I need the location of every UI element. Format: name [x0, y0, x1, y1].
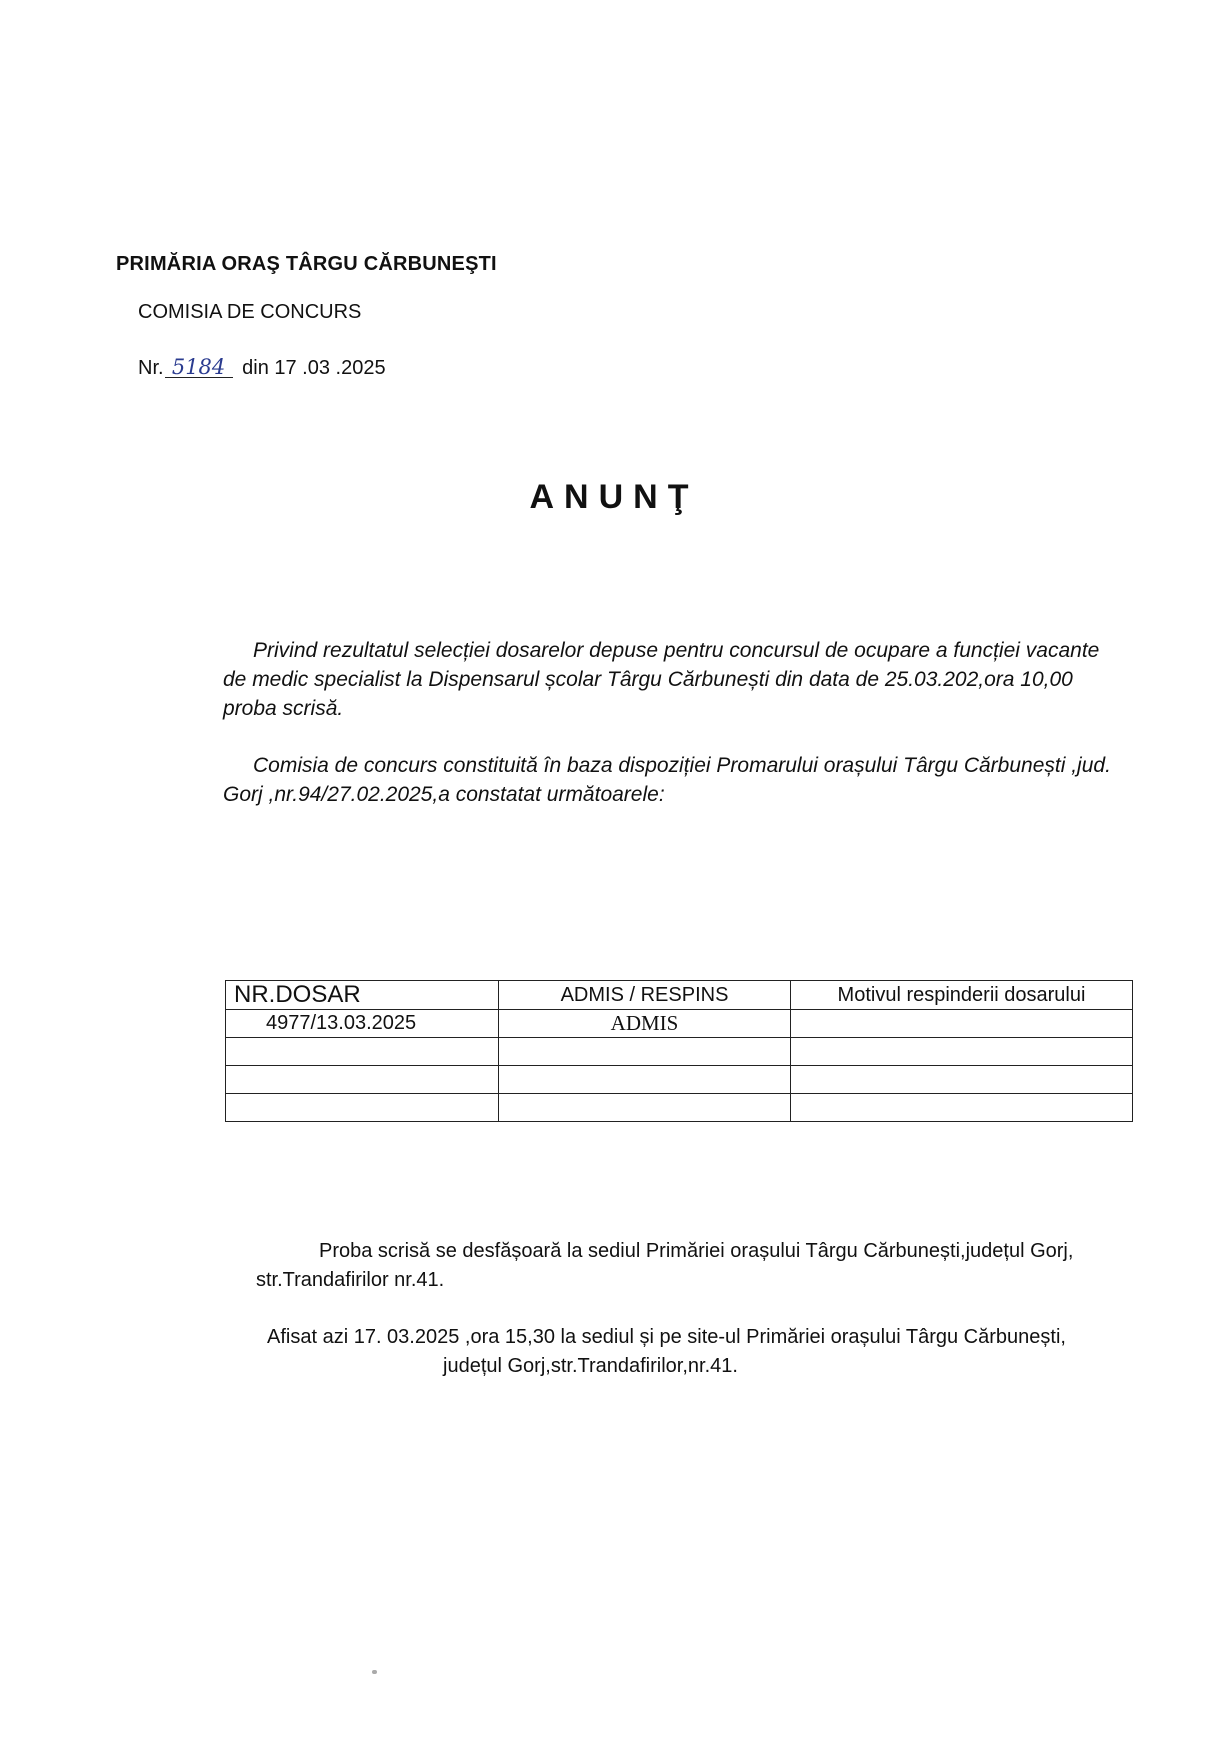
registration-line [138, 357, 386, 380]
cell-nr-dosar: 4977/13.03.2025 [226, 1010, 499, 1038]
registration-number-handwritten: 5184 [165, 357, 233, 378]
header-nr-dosar: NR.DOSAR [226, 981, 499, 1010]
registration-date: din 17 .03 .2025 [242, 357, 386, 379]
table-row [226, 1010, 1133, 1038]
registration-prefix: Nr. [138, 357, 164, 379]
footer-posted-line-2: județul Gorj,str.Trandafirilor,nr.41. [443, 1355, 738, 1377]
footer-venue-line-2: str.Trandafirilor nr.41. [256, 1269, 445, 1291]
scan-speck [372, 1670, 377, 1674]
paragraph-1-line-1: Privind rezultatul selecției dosarelor depuse pentru concursul de ocupare a funcției vacante [253, 639, 1100, 662]
cell-status [499, 1066, 791, 1094]
table-row [226, 1094, 1133, 1122]
header-motivul: Motivul respinderii dosarului [791, 981, 1133, 1010]
cell-nr-dosar [226, 1094, 499, 1122]
paragraph-1-line-3: proba scrisă. [223, 697, 344, 720]
cell-reason [791, 1010, 1133, 1038]
paragraph-2-line-1: Comisia de concurs constituită în baza dispoziției Promarului orașului Târgu Cărbunești ,jud. [253, 754, 1111, 777]
document-title: ANUNŢ [529, 478, 699, 516]
paragraph-2-line-2: Gorj ,nr.94/27.02.2025,a constatat următoarele: [223, 783, 665, 806]
paragraph-1-line-2: de medic specialist la Dispensarul școlar Târgu Cărbunești din data de 25.03.202,ora 10,00 [223, 668, 1073, 691]
cell-status: ADMIS [499, 1010, 791, 1038]
institution-name: PRIMĂRIA ORAŞ TÂRGU CĂRBUNEŞTI [116, 253, 497, 275]
cell-nr-dosar [226, 1038, 499, 1066]
commission-name: COMISIA DE CONCURS [138, 301, 362, 323]
table-row [226, 1066, 1133, 1094]
results-table [225, 980, 1133, 1122]
table-header-row [226, 981, 1133, 1010]
footer-posted-line-1: Afisat azi 17. 03.2025 ,ora 15,30 la sediul și pe site-ul Primăriei orașului Târgu Cărbunești, [267, 1326, 1066, 1348]
cell-reason [791, 1094, 1133, 1122]
cell-reason [791, 1038, 1133, 1066]
header-admis-respins: ADMIS / RESPINS [499, 981, 791, 1010]
cell-status [499, 1038, 791, 1066]
footer-venue-line-1: Proba scrisă se desfășoară la sediul Primăriei orașului Târgu Cărbunești,județul Gorj, [319, 1240, 1074, 1262]
table-row [226, 1038, 1133, 1066]
cell-status [499, 1094, 791, 1122]
cell-reason [791, 1066, 1133, 1094]
cell-nr-dosar [226, 1066, 499, 1094]
